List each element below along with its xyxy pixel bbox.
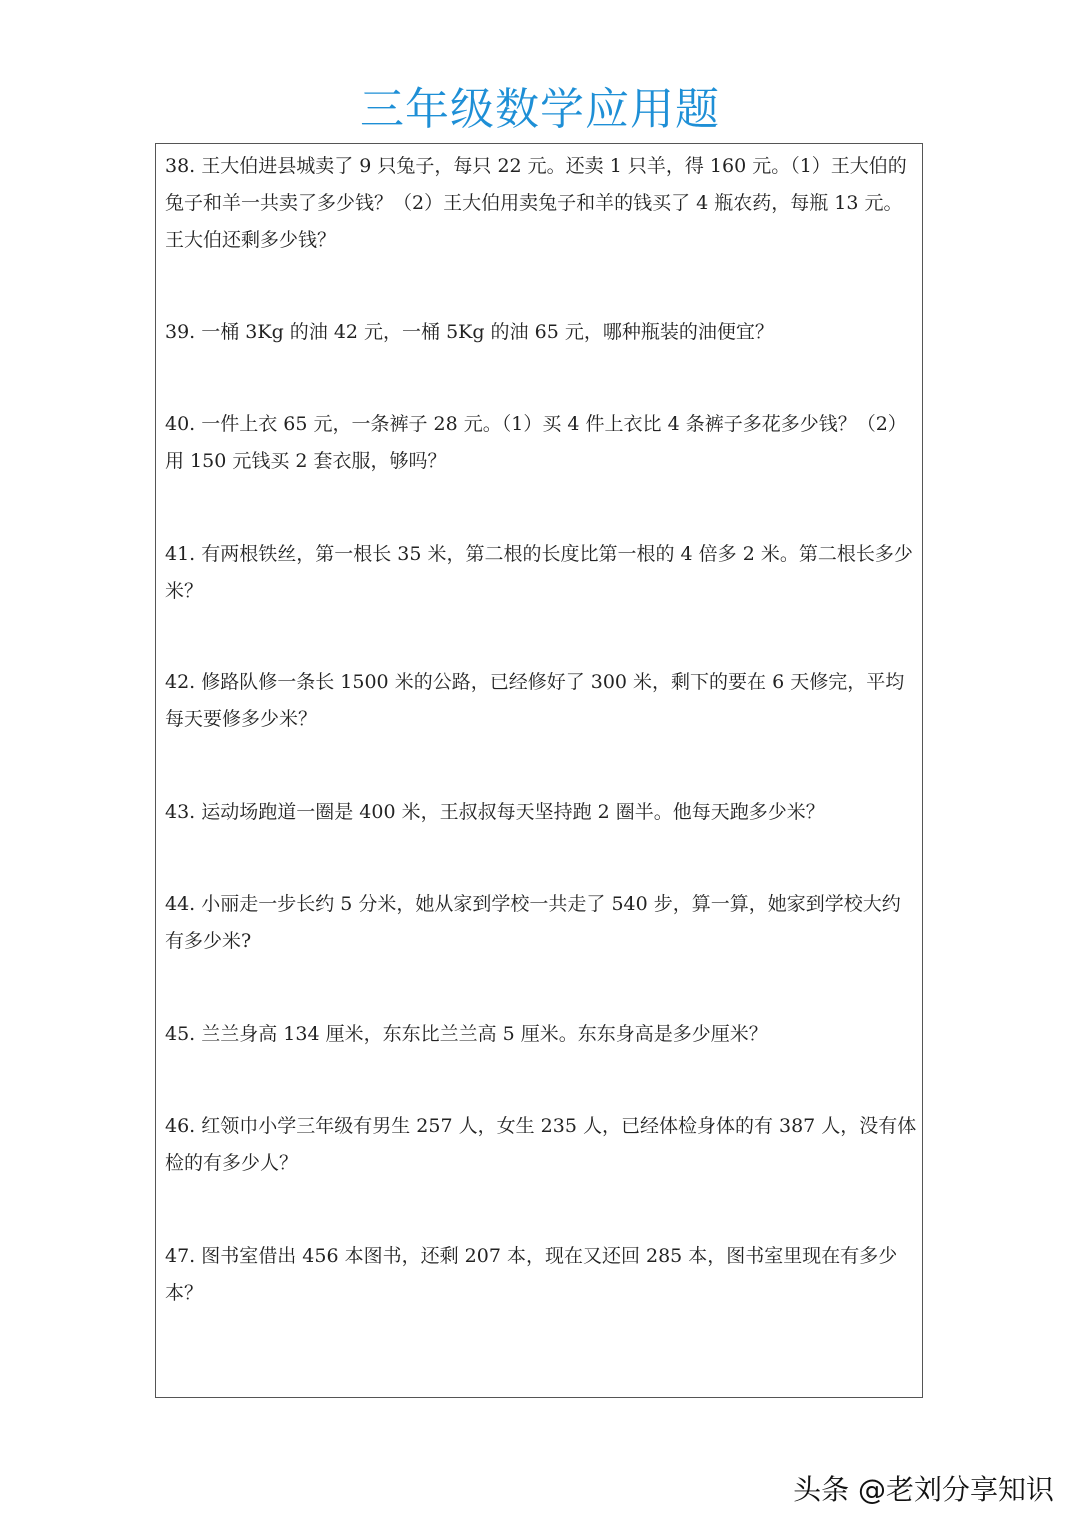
question-42: 42. 修路队修一条长 1500 米的公路，已经修好了 300 米，剩下的要在 6 天修完，平均每天要修多少米？ — [165, 671, 905, 730]
question-39: 39. 一桶 3Kg 的油 42 元，一桶 5Kg 的油 65 元，哪种瓶装的油便宜？ — [165, 321, 774, 343]
question-41: 41. 有两根铁丝，第一根长 35 米，第二根的长度比第一根的 4 倍多 2 米。第二根长多少米？ — [165, 543, 913, 602]
footer-watermark: 头条 @老刘分享知识 — [793, 1473, 1054, 1506]
question-46: 46. 红领巾小学三年级有男生 257 人，女生 235 人，已经体检身体的有 387 人，没有体检的有多少人？ — [165, 1115, 917, 1174]
question-38: 38. 王大伯进县城卖了 9 只兔子，每只 22 元。还卖 1 只羊，得 160 元。（1）王大伯的兔子和羊一共卖了多少钱？（2）王大伯用卖兔子和羊的钱买了 4 瓶农药，每瓶 13 元。王大伯还剩多少钱？ — [165, 155, 907, 251]
page-title: 三年级数学应用题 — [360, 84, 720, 135]
question-43: 43. 运动场跑道一圈是 400 米，王叔叔每天坚持跑 2 圈半。他每天跑多少米？ — [165, 801, 825, 823]
question-40: 40. 一件上衣 65 元，一条裤子 28 元。（1）买 4 件上衣比 4 条裤子多花多少钱？（2）用 150 元钱买 2 套衣服，够吗？ — [165, 413, 907, 472]
question-47: 47. 图书室借出 456 本图书，还剩 207 本，现在又还回 285 本，图书室里现在有多少本？ — [165, 1245, 898, 1304]
question-45: 45. 兰兰身高 134 厘米，东东比兰兰高 5 厘米。东东身高是多少厘米？ — [165, 1023, 768, 1045]
question-44: 44. 小丽走一步长约 5 分米，她从家到学校一共走了 540 步，算一算，她家到学校大约有多少米? — [165, 893, 901, 952]
